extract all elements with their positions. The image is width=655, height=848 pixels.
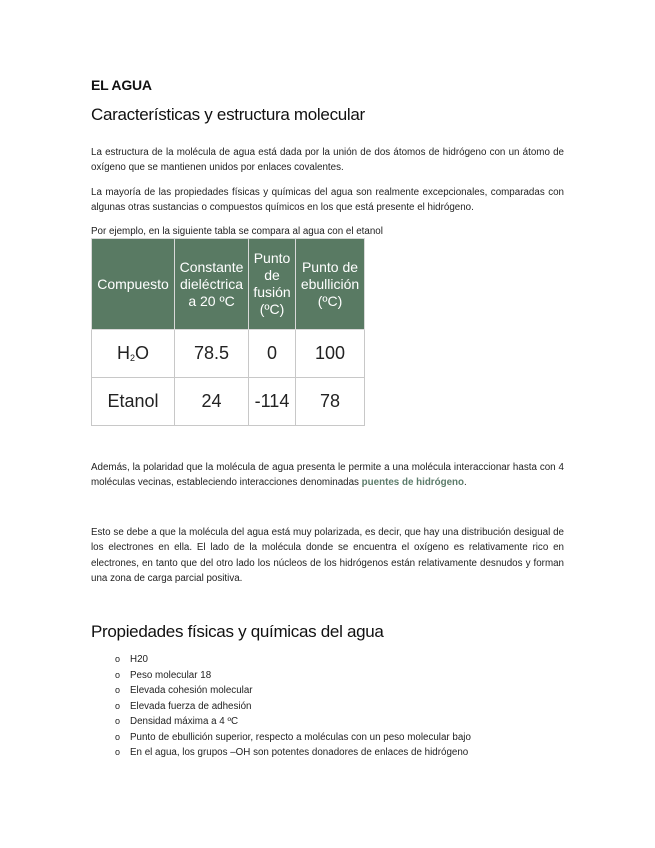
list-item: [115, 730, 471, 746]
header-compuesto: Compuesto: [92, 239, 175, 330]
table-row: [92, 330, 365, 378]
list-item: [115, 668, 471, 684]
header-punto-fusion: Punto de fusión (ºC): [249, 239, 296, 330]
cell-ebullicion: 100: [296, 330, 365, 378]
list-item-text: H20: [130, 654, 148, 665]
list-item: [115, 652, 471, 668]
paragraph-polaridad: [91, 460, 564, 491]
list-item-text: Peso molecular 18: [130, 669, 212, 681]
bullet-icon: o: [115, 700, 121, 711]
cell-constante: 78.5: [175, 330, 249, 378]
table-row: [92, 378, 365, 426]
list-item-text: Elevada cohesión molecular: [130, 685, 253, 696]
cell-fusion: 0: [249, 330, 296, 378]
paragraph-polaridad-text: Además, la polaridad que la molécula de agua presenta le permite a una molécula interaccionar hasta con 4 moléculas vecinas, estableciendo interacciones denominadas: [91, 461, 564, 489]
table-header-row: [92, 239, 365, 330]
header-constante-dielectrica: Constante dieléctrica a 20 ºC: [175, 239, 249, 330]
bullet-icon: o: [115, 731, 121, 742]
list-item-text: Punto de ebullición superior, respecto a moléculas con un peso molecular bajo: [130, 731, 471, 743]
cell-fusion: -114: [249, 378, 296, 426]
bullet-icon: o: [115, 654, 121, 664]
cell-constante: 24: [175, 378, 249, 426]
comparison-table: [91, 238, 365, 426]
bullet-icon: o: [115, 685, 121, 695]
cell-compuesto: [92, 330, 175, 378]
paragraph-propiedades: La mayoría de las propiedades físicas y químicas del agua son realmente excepcionales, comparadas con algunas otras sustancias o compuestos químicos en los que está presente el hidrógeno.: [91, 186, 564, 214]
bullet-icon: o: [115, 716, 121, 726]
list-item: [115, 683, 471, 699]
list-item-text: En el agua, los grupos –OH son potentes donadores de enlaces de hidrógeno: [130, 747, 469, 758]
list-item-text: Densidad máxima a 4 ºC: [130, 716, 239, 727]
formula-h: H: [116, 343, 130, 363]
paragraph-distribucion: Esto se debe a que la molécula del agua está muy polarizada, es decir, que hay una distribución desigual de los electrones en ella. El lado de la molécula donde se encuentra el oxígeno es relativamente rico en electrones, en tanto que del otro lado los núcleos de los hidrógenos están relativamente desnudos y forman una zona de carga parcial positiva.: [91, 526, 564, 585]
formula-o: O: [135, 343, 150, 363]
section-heading-propiedades: Propiedades físicas y químicas del agua: [91, 622, 384, 641]
cell-ebullicion: 78: [296, 378, 365, 426]
puentes-hidrogeno-link[interactable]: puentes de hidrógeno: [361, 477, 464, 489]
document-title: EL AGUA: [91, 77, 152, 93]
paragraph-ejemplo: Por ejemplo, en la siguiente tabla se compara al agua con el etanol: [91, 225, 383, 237]
bullet-icon: o: [115, 669, 121, 680]
list-item: [115, 714, 471, 730]
header-punto-ebullicion: Punto de ebullición (ºC): [296, 239, 365, 330]
cell-compuesto: Etanol: [92, 378, 175, 426]
paragraph-polaridad-end: .: [464, 477, 467, 489]
list-item: [115, 699, 471, 715]
list-item-text: Elevada fuerza de adhesión: [130, 700, 252, 712]
bullet-icon: o: [115, 747, 121, 757]
paragraph-estructura: La estructura de la molécula de agua está dada por la unión de dos átomos de hidrógeno con un átomo de oxígeno que se mantienen unidos por enlaces covalentes.: [91, 146, 564, 174]
properties-list: [115, 652, 471, 761]
list-item: [115, 745, 471, 761]
section-heading-caracteristicas: Características y estructura molecular: [91, 105, 365, 124]
formula-subscript: 2: [129, 353, 135, 363]
